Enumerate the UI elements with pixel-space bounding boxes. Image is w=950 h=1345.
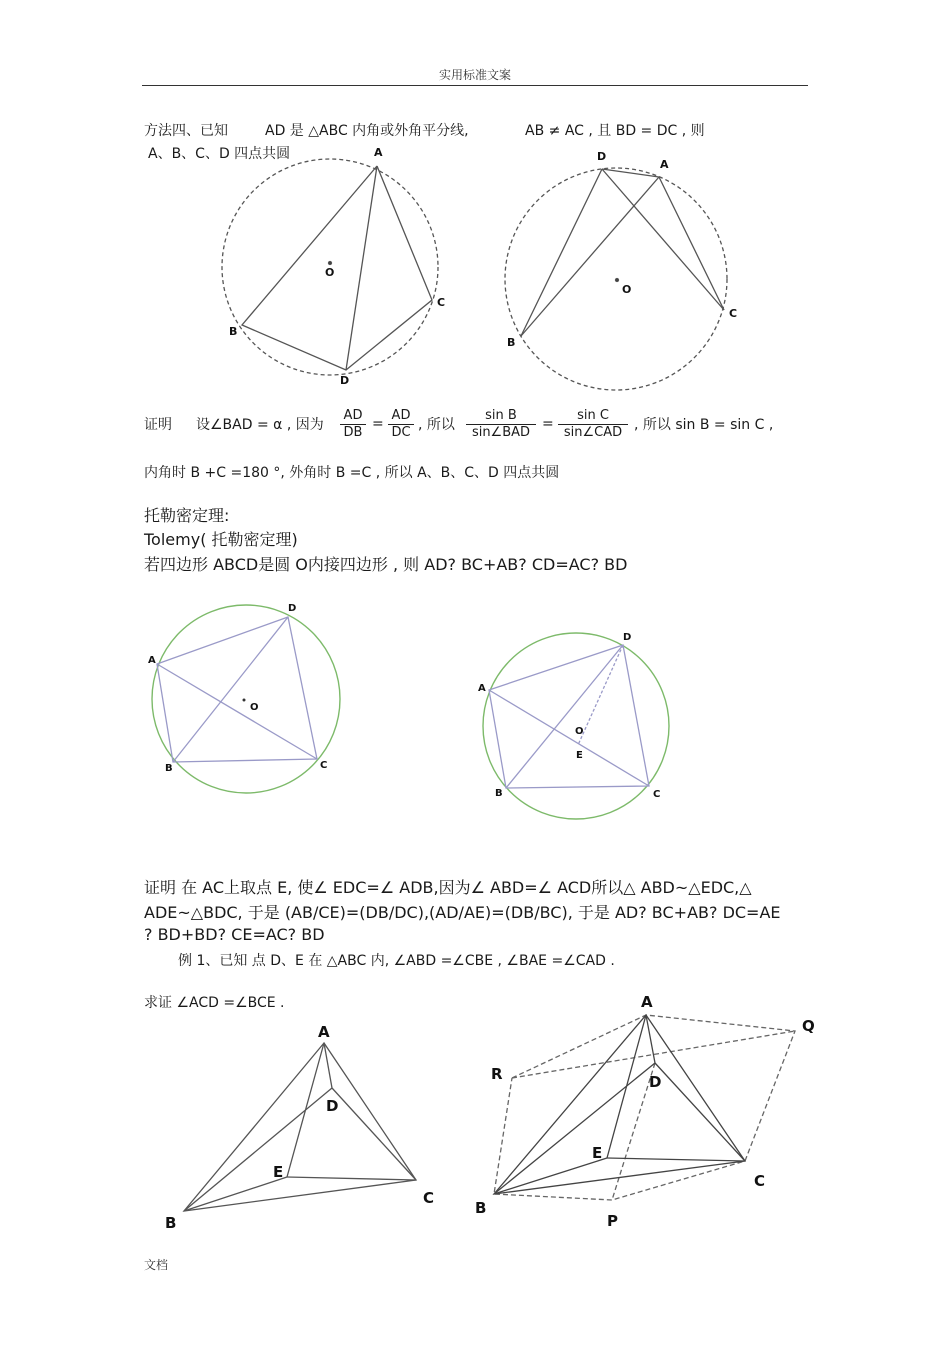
label-r: R (491, 1065, 503, 1083)
equals-sign: = (542, 416, 554, 432)
label-b: B (475, 1199, 487, 1217)
diagonal-ac (489, 690, 649, 786)
diagonal-ac (157, 664, 317, 759)
label-q: Q (802, 1017, 815, 1035)
fraction-denominator: sin∠CAD (558, 424, 628, 441)
figure-example-construction (494, 1015, 795, 1200)
quadrilateral-abdc (242, 166, 432, 370)
label-a: A (148, 655, 156, 666)
segment-bd (184, 1088, 332, 1211)
page-footer: 文档 (144, 1258, 169, 1272)
segment-cd (655, 1063, 745, 1161)
label-e: E (592, 1144, 603, 1162)
triangle-abc (184, 1043, 416, 1211)
segment-ce (607, 1158, 745, 1161)
segment-ab (521, 177, 659, 336)
ptolemy-subtitle: Tolemy( 托勒密定理) (144, 530, 298, 549)
label-b: B (165, 1214, 177, 1232)
center-point (329, 262, 332, 265)
fraction-denominator: DC (388, 424, 414, 441)
label-a: A (641, 993, 653, 1011)
label-c: C (437, 296, 446, 309)
proof1-set: 设∠BAD = α , 因为 (196, 417, 324, 433)
label-a: A (374, 146, 383, 159)
triangle-abc (494, 1015, 745, 1194)
center-point (616, 279, 619, 282)
label-c: C (320, 760, 328, 771)
proof1-so: , 所以 (418, 417, 455, 433)
label-c: C (423, 1189, 435, 1207)
label-a: A (478, 683, 486, 694)
page-header: 实用标准文案 (438, 68, 511, 82)
segment-be (184, 1177, 287, 1211)
proof1-conclusion: 内角时 B +C =180 °, 外角时 B =C , 所以 A、B、C、D 四点共圆 (144, 465, 560, 481)
fraction-numerator: AD (343, 408, 363, 423)
label-d: D (326, 1097, 339, 1115)
label-d: D (340, 374, 350, 387)
segment-dc (602, 169, 724, 310)
segment-da (602, 169, 659, 177)
label-d: D (649, 1073, 662, 1091)
ptolemy-title: 托勒密定理: (144, 506, 230, 525)
label-d: D (623, 632, 632, 643)
label-e: E (576, 750, 583, 761)
label-o: O (250, 702, 259, 713)
segment-ce (287, 1177, 416, 1180)
label-p: P (607, 1212, 618, 1230)
label-a: A (318, 1023, 330, 1041)
method4-condition: AB ≠ AC , 且 BD = DC , 则 (525, 123, 705, 139)
fraction-denominator: sin∠BAD (466, 424, 536, 441)
proof1-prefix: 证明 (144, 417, 172, 433)
auxiliary-hexagon (494, 1015, 795, 1200)
label-b: B (229, 325, 238, 338)
label-c: C (754, 1172, 766, 1190)
fraction-numerator: AD (391, 408, 411, 423)
segment-ae (607, 1015, 646, 1158)
proof2-line3: ? BD+BD? CE=AC? BD (144, 925, 325, 944)
segment-be (494, 1158, 607, 1194)
method4-conclusion: A、B、C、D 四点共圆 (148, 146, 291, 162)
example1-goal: 求证 ∠ACD =∠BCE . (144, 995, 285, 1011)
label-o: O (575, 726, 584, 737)
segment-ae (287, 1043, 324, 1177)
proof1-result: , 所以 sin B = sin C , (634, 417, 774, 433)
ptolemy-statement: 若四边形 ABCD是圆 O内接四边形 , 则 AD? BC+AB? CD=AC? BD (144, 555, 628, 574)
label-e: E (273, 1163, 284, 1181)
proof2-line1: 证明 在 AC上取点 E, 使∠ EDC=∠ ADB,因为∠ ABD=∠ ACD所以△ ABD~△EDC,△ (144, 878, 752, 897)
fraction-numerator: sin B (485, 408, 517, 423)
equals-sign: = (372, 416, 384, 432)
label-c: C (653, 789, 661, 800)
diagonal-bd (506, 645, 623, 788)
label-o: O (622, 283, 632, 296)
label-o: O (325, 266, 335, 279)
example1-statement: 例 1、已知 点 D、E 在 △ABC 内, ∠ABD =∠CBE , ∠BAE =∠CAD . (178, 953, 615, 969)
segment-bd (494, 1063, 655, 1194)
label-d: D (597, 150, 607, 163)
fraction-denominator: DB (340, 424, 366, 441)
center-point (243, 699, 246, 702)
label-b: B (165, 763, 173, 774)
label-b: B (507, 336, 516, 349)
segment-cd (332, 1088, 416, 1180)
method4-intro: 方法四、已知 (144, 123, 228, 139)
label-a: A (660, 158, 669, 171)
label-b: B (495, 788, 503, 799)
proof2-line2: ADE~△BDC, 于是 (AB/CE)=(DB/DC),(AD/AE)=(DB/BC), 于是 AD? BC+AB? DC=AE (144, 903, 781, 922)
figure-external-bisector (505, 168, 727, 390)
quadrilateral-abcd (489, 645, 649, 788)
circumcircle (152, 605, 340, 793)
label-c: C (729, 307, 738, 320)
method4-premise: AD 是 △ABC 内角或外角平分线, (265, 123, 469, 139)
segment-de (578, 645, 623, 745)
quadrilateral-abcd (157, 617, 317, 762)
segment-db (521, 169, 602, 336)
figure-ptolemy (152, 605, 340, 793)
figure-example-triangle (184, 1043, 416, 1211)
fraction-numerator: sin C (577, 408, 609, 423)
diagonal-bd (173, 617, 288, 762)
label-d: D (288, 603, 297, 614)
